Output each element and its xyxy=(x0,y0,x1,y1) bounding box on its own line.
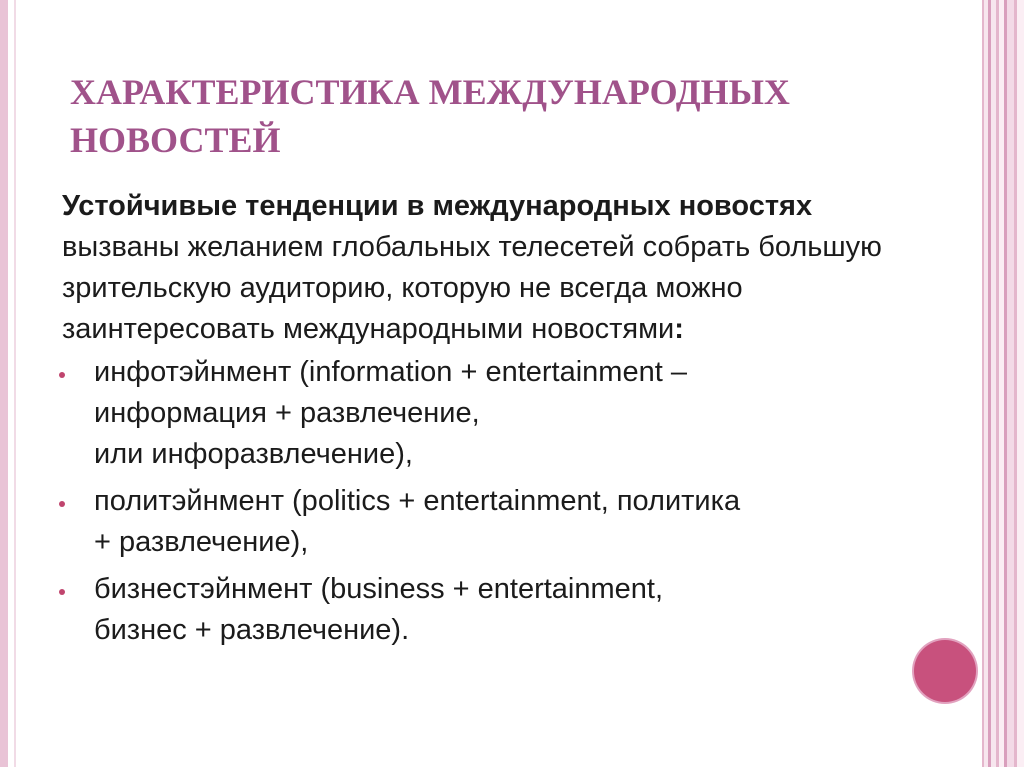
bullet-dot-icon xyxy=(59,372,65,378)
bullet-item-line: или инфоразвлечение), xyxy=(94,438,413,470)
intro-colon: : xyxy=(674,313,684,345)
bullet-item-line: политэйнмент (politics + entertainment, политика xyxy=(94,485,741,517)
bullet-item-line: инфотэйнмент (information + entertainment – xyxy=(94,356,687,388)
left-border-line xyxy=(14,0,16,767)
bullet-item-infotainment xyxy=(62,352,882,475)
bullet-item-line: + развлечение), xyxy=(94,526,309,558)
slide-title-line-1: ХАРАКТЕРИСТИКА МЕЖДУНАРОДНЫХ xyxy=(70,72,790,112)
bullet-item-politainment xyxy=(62,481,882,563)
decorative-circle-icon xyxy=(914,640,976,702)
intro-paragraph xyxy=(62,186,882,350)
right-stripe-decoration xyxy=(976,0,1024,767)
slide-title-line-2: НОВОСТЕЙ xyxy=(70,120,281,160)
bullet-item-businesstainment xyxy=(62,569,882,651)
left-border-decoration xyxy=(0,0,8,767)
bullet-item-line: бизнестэйнмент (business + entertainment, xyxy=(94,573,664,605)
slide-title xyxy=(70,68,930,164)
bullet-list xyxy=(62,352,882,651)
intro-text: вызваны желанием глобальных телесетей собрать большую зрительскую аудиторию, которую не всегда можно заинтересовать международными новостями xyxy=(62,231,882,345)
intro-bold-text: Устойчивые тенденции в международных новостях xyxy=(62,190,813,222)
bullet-dot-icon xyxy=(59,501,65,507)
slide-body xyxy=(62,186,882,657)
bullet-item-line: бизнес + развлечение). xyxy=(94,614,410,646)
bullet-item-line: информация + развлечение, xyxy=(94,397,480,429)
bullet-dot-icon xyxy=(59,589,65,595)
